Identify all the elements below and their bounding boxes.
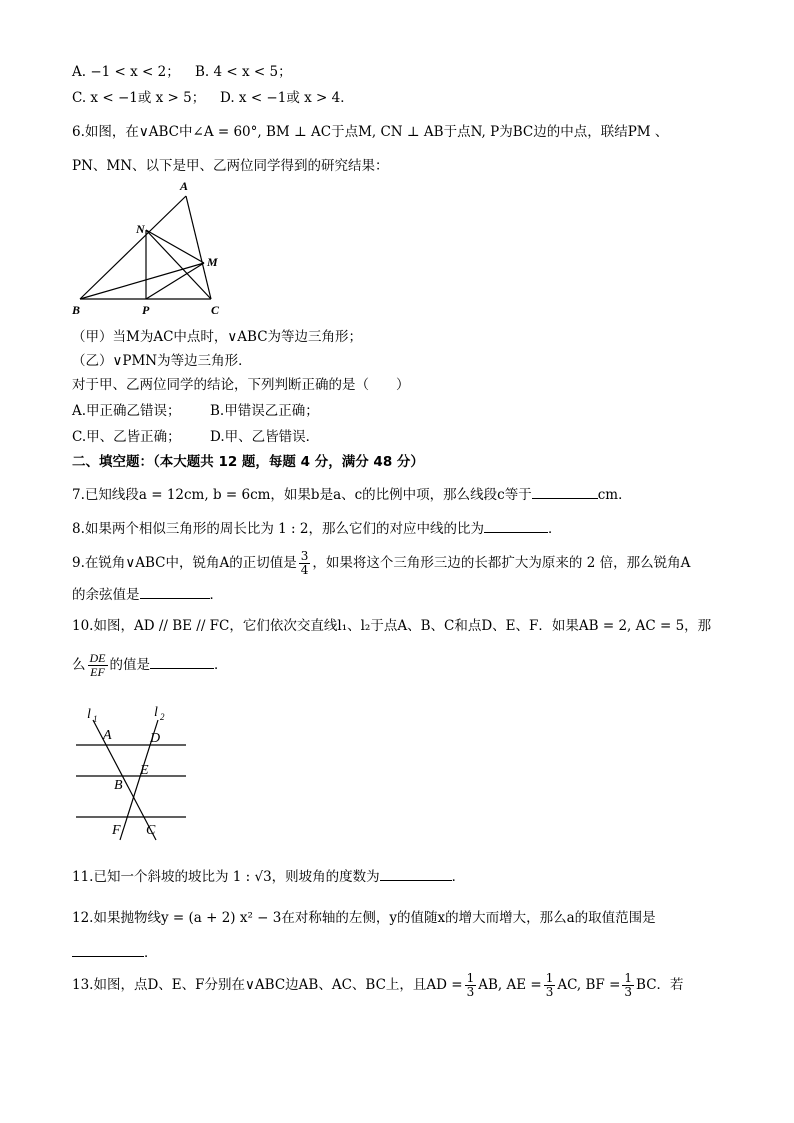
q10-line1: 10.如图，AD // BE // FC，它们依次交直线l₁、l₂于点A、B、C和点D、E、F．如果AB = 2, AC = 5，那 [72, 618, 712, 634]
q6-stem-line1: 6.如图，在∨ABC中∠A = 60°, BM ⊥ AC于点M, CN ⊥ AB于点N, P为BC边的中点，联结PM 、 [72, 124, 669, 140]
q11-answer-blank[interactable] [380, 866, 452, 881]
q8-answer-blank[interactable] [484, 518, 548, 533]
q6-option-c: C.甲、乙皆正确； [72, 429, 181, 445]
q8: 8.如果两个相似三角形的周长比为 1 : 2，那么它们的对应中线的比为 ． [72, 518, 561, 539]
q9-fraction: $\frac{3}{4}$ [300, 549, 309, 577]
q5-option-d: D. x < −1或 x > 4． [220, 90, 354, 106]
q10-answer-blank[interactable] [150, 654, 214, 669]
label-p: P [142, 303, 150, 317]
q6-question: 对于甲、乙两位同学的结论，下列判断正确的是（ ） [72, 377, 410, 393]
q6-option-d: D.甲、乙皆错误． [210, 429, 320, 445]
q6-triangle-figure [70, 178, 230, 320]
q5-option-a: A. −1 < x < 2； [72, 64, 180, 80]
label-f: F [112, 823, 121, 838]
q13-line1: 13.如图，点D、E、F分别在∨ABC边AB、AC、BC上，且AD = $\frac{1}{3}$ AB, AE = $\frac{1}{3}$ AC, BF = $\frac{1}{3}$ BC．若 [72, 971, 684, 999]
q10-fraction: $\frac{DE}{EF}$ [89, 651, 106, 679]
q7-unit: cm． [597, 487, 632, 503]
label-m: M [207, 255, 218, 269]
q9-answer-blank[interactable] [140, 584, 210, 599]
label-b: B [114, 778, 123, 793]
q12-line1: 12.如果抛物线y = (a + 2) x² − 3在对称轴的左侧，y的值随x的增大而增大，那么a的取值范围是 [72, 910, 656, 926]
q6-yi: （乙）∨PMN为等边三角形． [72, 353, 252, 369]
svg-text:2: 2 [160, 712, 165, 722]
q7-text: 7.已知线段a = 12cm, b = 6cm，如果b是a、c的比例中项，那么线段c等于 [72, 487, 532, 503]
q7-answer-blank[interactable] [532, 484, 598, 499]
q5-option-c: C. x < −1或 x > 5； [72, 90, 206, 106]
q12-answer-blank[interactable] [72, 942, 144, 957]
q10-parallel-lines-figure [70, 700, 195, 845]
q11: 11.已知一个斜坡的坡比为 1 : √3，则坡角的度数为 ． [72, 866, 465, 887]
label-d: D [150, 731, 161, 746]
label-a: A [103, 728, 112, 743]
q9-line2: 的余弦值是 ． [72, 584, 223, 605]
q8-text: 8.如果两个相似三角形的周长比为 1 : 2，那么它们的对应中线的比为 [72, 521, 484, 537]
label-n: N [136, 222, 145, 236]
svg-text:l: l [87, 707, 91, 722]
q11-text: 11.已知一个斜坡的坡比为 1 : √3，则坡角的度数为 [72, 869, 380, 885]
side-ac [186, 196, 211, 299]
label-a: A [180, 179, 189, 193]
q6-option-b: B.甲错误乙正确； [210, 403, 319, 419]
segment-pm [146, 263, 204, 299]
q7 [72, 484, 632, 505]
q10-line2: 么 $\frac{DE}{EF}$ 的值是 ． [72, 651, 228, 679]
q6-option-a: A.甲正确乙错误； [72, 403, 181, 419]
svg-text:l: l [154, 705, 158, 720]
q6-stem-line2: PN、MN、以下是甲、乙两位同学得到的研究结果： [72, 158, 389, 174]
label-e: E [140, 763, 149, 778]
label-c: C [146, 823, 156, 838]
q9-line1: 9.在锐角∨ABC中，锐角A的正切值是 $\frac{3}{4}$ ，如果将这个三角形三边的长都扩大为原来的 2 倍，那么锐角A [72, 549, 691, 577]
q5-option-b: B. 4 < x < 5； [195, 64, 292, 80]
label-c: C [211, 303, 220, 317]
section2-title: 二、填空题：（本大题共 12 题，每题 4 分，满分 48 分） [72, 454, 424, 470]
q12-line2: ． [72, 942, 158, 963]
q6-jia: （甲）当M为AC中点时，∨ABC为等边三角形； [72, 329, 363, 345]
svg-text:1: 1 [93, 714, 98, 724]
label-b: B [72, 303, 81, 317]
